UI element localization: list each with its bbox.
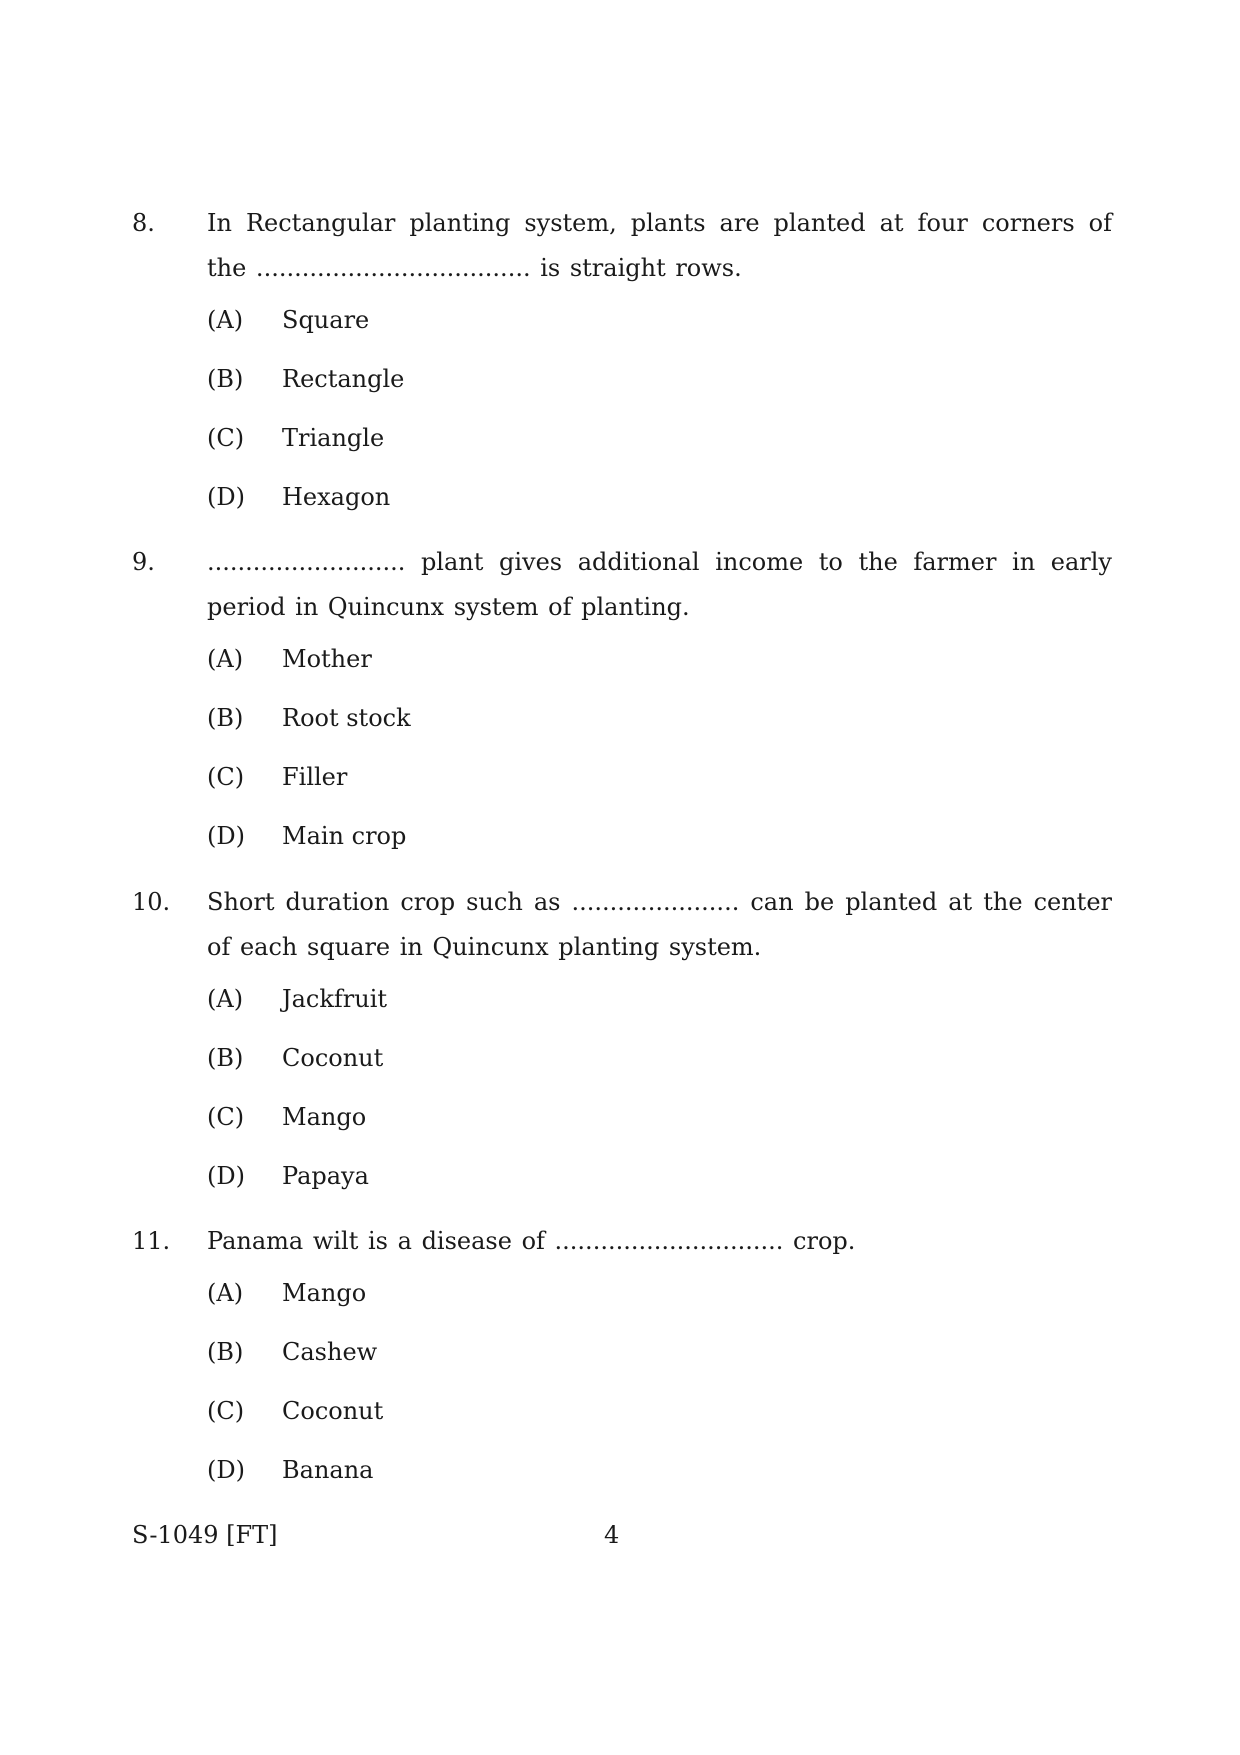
option-text: Banana — [282, 1456, 374, 1484]
question-11 — [132, 1219, 1112, 1514]
question-stem — [132, 201, 1112, 291]
option-c — [132, 423, 1112, 482]
option-b — [132, 703, 1112, 762]
option-text: Jackfruit — [282, 985, 388, 1013]
option-text: Rectangle — [282, 365, 405, 393]
question-stem — [132, 1219, 1112, 1264]
option-d — [132, 821, 1112, 880]
options-list — [132, 1278, 1112, 1514]
options-list — [132, 984, 1112, 1220]
option-letter: (D) — [207, 1456, 245, 1484]
question-10 — [132, 880, 1112, 1220]
option-letter: (C) — [207, 1397, 245, 1425]
question-number: 11. — [132, 1227, 171, 1255]
question-text: .......................... plant gives additional income to the farmer in early period in Quincunx system of planting. — [207, 548, 1112, 621]
option-c — [132, 1396, 1112, 1455]
option-text: Root stock — [282, 704, 411, 732]
option-a — [132, 1278, 1112, 1337]
option-letter: (C) — [207, 1103, 245, 1131]
option-letter: (B) — [207, 365, 244, 393]
option-text: Mango — [282, 1103, 367, 1131]
option-a — [132, 305, 1112, 364]
option-d — [132, 1161, 1112, 1220]
paper-code: S-1049 [FT] — [132, 1521, 278, 1549]
option-letter: (B) — [207, 1338, 244, 1366]
option-letter: (A) — [207, 985, 244, 1013]
question-text: In Rectangular planting system, plants are planted at four corners of the .................................... is straight rows. — [207, 209, 1112, 282]
option-letter: (D) — [207, 1162, 245, 1190]
option-letter: (D) — [207, 822, 245, 850]
option-letter: (A) — [207, 645, 244, 673]
question-text: Short duration crop such as ...................... can be planted at the center of each square in Quincunx planting system. — [207, 888, 1112, 961]
option-b — [132, 1337, 1112, 1396]
option-text: Coconut — [282, 1044, 384, 1072]
option-d — [132, 482, 1112, 541]
option-letter: (C) — [207, 763, 245, 791]
option-letter: (D) — [207, 483, 245, 511]
option-text: Square — [282, 306, 370, 334]
options-list — [132, 644, 1112, 880]
option-text: Filler — [282, 763, 348, 791]
option-a — [132, 644, 1112, 703]
question-9 — [132, 540, 1112, 880]
question-number: 10. — [132, 888, 171, 916]
option-text: Coconut — [282, 1397, 384, 1425]
option-c — [132, 762, 1112, 821]
question-number: 9. — [132, 548, 155, 576]
option-c — [132, 1102, 1112, 1161]
option-text: Papaya — [282, 1162, 369, 1190]
option-text: Mango — [282, 1279, 367, 1307]
question-stem — [132, 540, 1112, 630]
option-text: Mother — [282, 645, 372, 673]
page-number: 4 — [604, 1521, 620, 1549]
options-list — [132, 305, 1112, 541]
option-a — [132, 984, 1112, 1043]
option-b — [132, 364, 1112, 423]
option-text: Triangle — [282, 424, 385, 452]
option-letter: (B) — [207, 704, 244, 732]
question-stem — [132, 880, 1112, 970]
option-text: Hexagon — [282, 483, 391, 511]
option-letter: (C) — [207, 424, 245, 452]
option-d — [132, 1455, 1112, 1514]
option-text: Main crop — [282, 822, 407, 850]
option-letter: (B) — [207, 1044, 244, 1072]
option-letter: (A) — [207, 306, 244, 334]
option-b — [132, 1043, 1112, 1102]
question-text: Panama wilt is a disease of .............................. crop. — [207, 1227, 856, 1255]
question-8 — [132, 201, 1112, 541]
question-number: 8. — [132, 209, 155, 237]
option-text: Cashew — [282, 1338, 378, 1366]
option-letter: (A) — [207, 1279, 244, 1307]
